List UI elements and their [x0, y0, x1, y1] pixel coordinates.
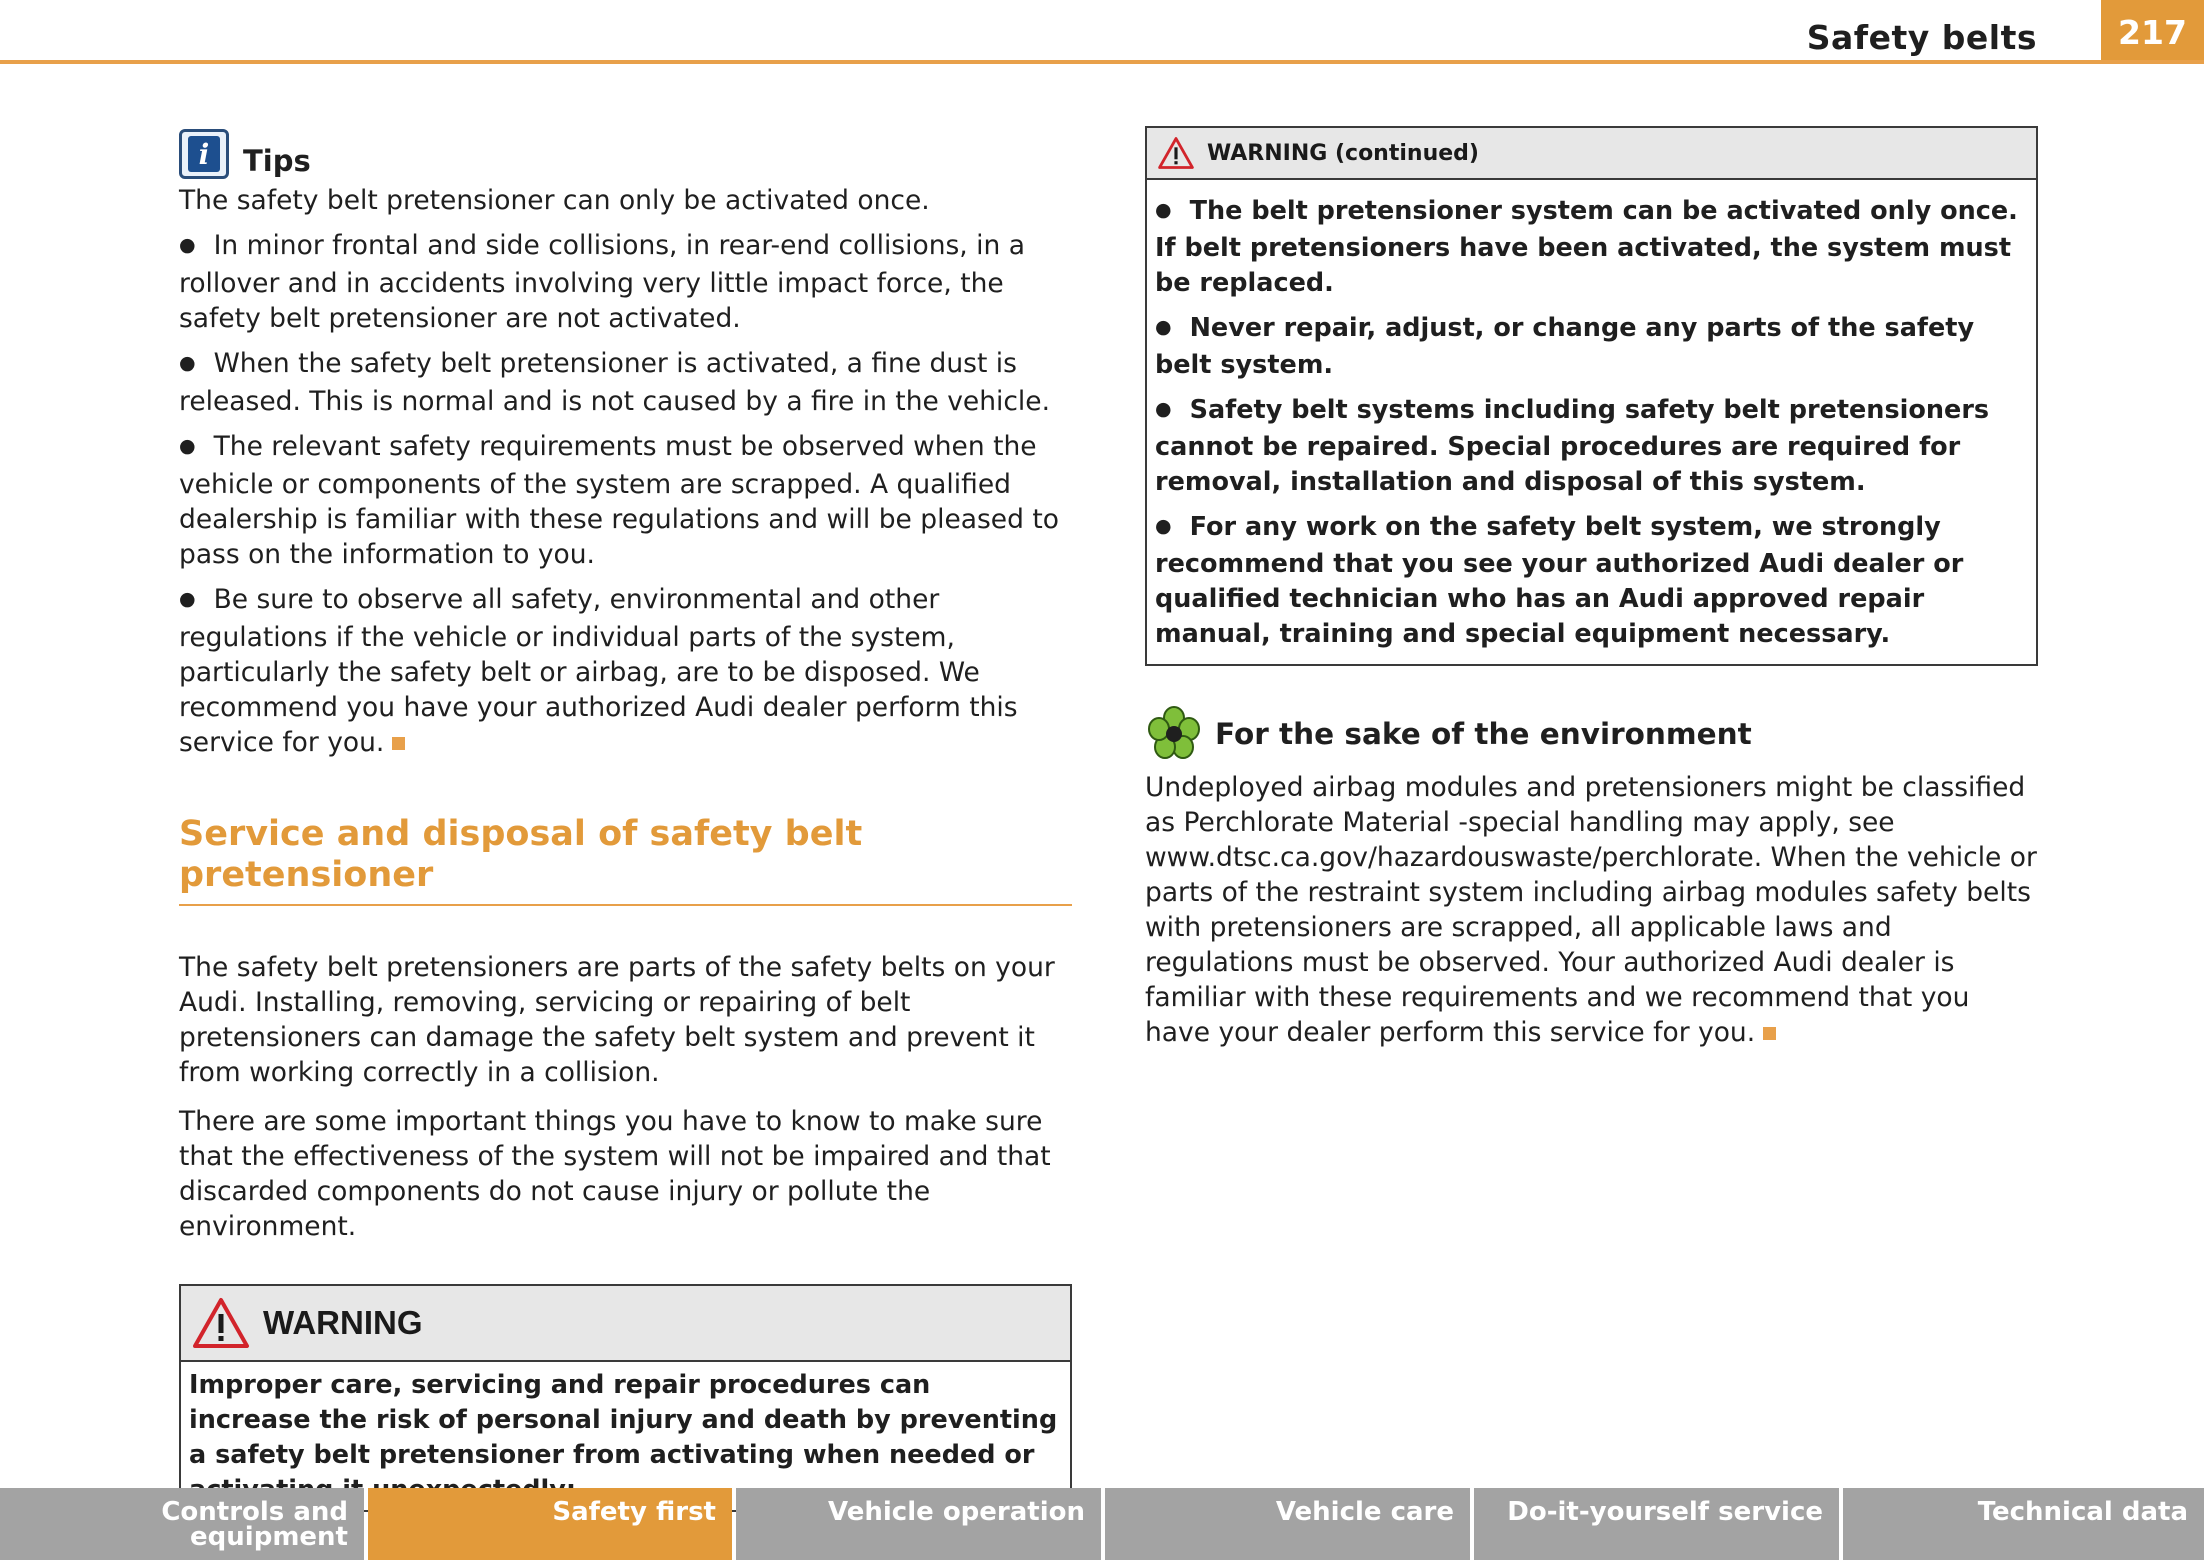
section-heading: Service and disposal of safety belt pretensioner — [179, 814, 1072, 906]
warning-item: ● For any work on the safety belt system, we strongly recommend that you see your authorized Audi dealer or qualified technician who has an Audi approved repair manual, training and special equipment necessary. — [1155, 510, 2026, 652]
right-column — [1145, 126, 2038, 1050]
warning-box — [179, 1284, 1072, 1512]
warning-item: ● Never repair, adjust, or change any parts of the safety belt system. — [1155, 311, 2026, 383]
tab-safety-first[interactable]: Safety first — [368, 1488, 732, 1560]
environment-title: For the sake of the environment — [1215, 717, 1752, 751]
section-end-mark — [1763, 1027, 1776, 1040]
info-icon: i — [179, 129, 229, 179]
header-rule — [0, 60, 2204, 64]
warning-continued-body — [1147, 180, 2036, 664]
tip-item: ● When the safety belt pretensioner is activated, a fine dust is released. This is normal and is not caused by a fire in the vehicle. — [179, 346, 1072, 419]
section-paragraph: There are some important things you have to know to make sure that the effectiveness of the system will not be impaired and that discarded components do not cause injury or pollute the environment. — [179, 1106, 1051, 1242]
flower-icon — [1145, 705, 1203, 763]
tab-controls-and-equipment[interactable]: Controls and equipment — [0, 1488, 364, 1560]
section-body — [179, 950, 1072, 1244]
warning-title: WARNING — [263, 1304, 423, 1341]
tab-technical-data[interactable]: Technical data — [1843, 1488, 2204, 1560]
section-paragraph: The safety belt pretensioners are parts of the safety belts on your Audi. Installing, removing, servicing or repairing of belt pretensioners can damage the safety belt system and prevent it from working correctly in a collision. — [179, 952, 1055, 1088]
warning-continued-title: WARNING (continued) — [1207, 140, 1479, 166]
warning-item: ● Safety belt systems including safety belt pretensioners cannot be repaired. Special procedures are required for removal, installation and disposal of this system. — [1155, 393, 2026, 500]
warning-triangle-icon — [191, 1296, 251, 1350]
warning-text: Improper care, servicing and repair procedures can increase the risk of personal injury and death by preventing a safety belt pretensioner from activating when needed or — [189, 1370, 1058, 1470]
page-number: 217 — [2101, 0, 2204, 64]
tips-heading — [179, 125, 1072, 183]
warning-continued-box — [1145, 126, 2038, 666]
tab-do-it-yourself-service[interactable]: Do-it-yourself service — [1474, 1488, 1839, 1560]
tips-intro: The safety belt pretensioner can only be activated once. — [179, 185, 930, 216]
tips-content — [179, 183, 1072, 760]
environment-heading — [1145, 704, 2038, 764]
left-column — [179, 125, 1072, 1512]
warning-triangle-icon — [1157, 136, 1195, 170]
tab-vehicle-operation[interactable]: Vehicle operation — [736, 1488, 1101, 1560]
tip-item: ● In minor frontal and side collisions, in rear-end collisions, in a rollover and in accidents involving very little impact force, the safety belt pretensioner are not activated. — [179, 228, 1072, 336]
chapter-tabs — [0, 1488, 2204, 1560]
warning-header — [181, 1286, 1070, 1362]
environment-body — [1145, 770, 2038, 1050]
environment-text: Undeployed airbag modules and pretensioners might be classified as Perchlorate Material -special handling may apply, see www.dtsc.ca.gov/hazardouswaste/perchlorate. When the vehicle or parts of the restraint system including airbag modules safety belts with pretensioners are scrapped, all applicable laws and regulations must be observed. Your authorized Audi dealer is familiar with these requirements and we recommend that you have your dealer perform this service for you. — [1145, 772, 2037, 1048]
warning-item: ● The belt pretensioner system can be activated only once. If belt pretensioners have been activated, the system must be replaced. — [1155, 194, 2026, 301]
tips-title: Tips — [243, 144, 311, 178]
warning-continued-header — [1147, 128, 2036, 180]
running-header-title: Safety belts — [1806, 18, 2037, 57]
tip-item: ● Be sure to observe all safety, environmental and other regulations if the vehicle or individual parts of the system, particularly the safety belt or airbag, are to be disposed. We recommend you have your authorized Audi dealer perform this service for you. — [179, 582, 1072, 760]
tip-item: ● The relevant safety requirements must be observed when the vehicle or components of the system are scrapped. A qualified dealership is familiar with these regulations and will be pleased to pass on the information to you. — [179, 429, 1072, 572]
tab-vehicle-care[interactable]: Vehicle care — [1105, 1488, 1470, 1560]
section-end-mark — [392, 737, 405, 750]
